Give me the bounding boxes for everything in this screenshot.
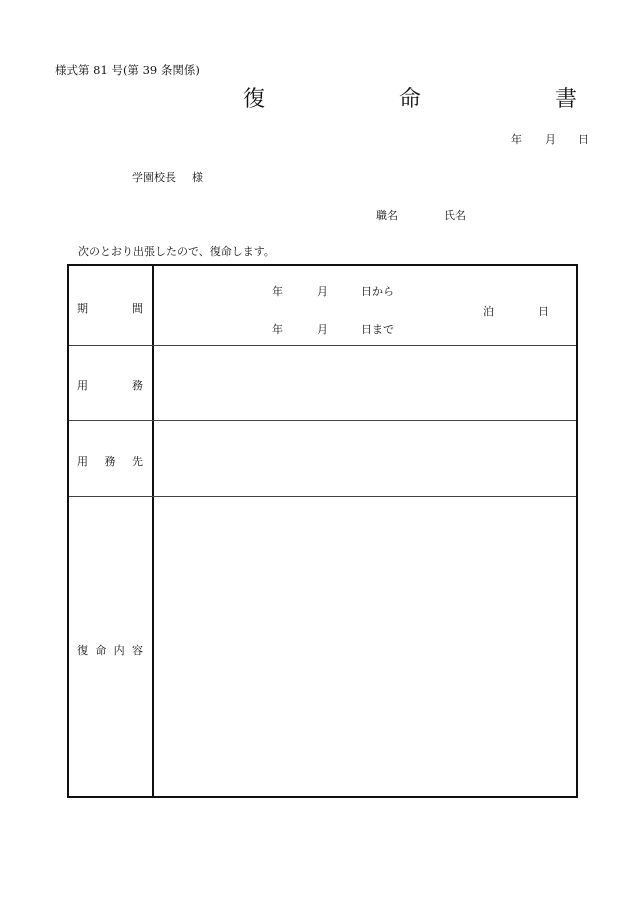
row-divider-3 [69,496,576,497]
report-label-char: 復 [77,644,88,657]
addressee [132,169,203,185]
period-label [77,300,143,316]
form-number: 様式第 81 号(第 39 条関係) [55,63,200,77]
business-label-char: 用 [77,379,88,392]
row-divider-2 [69,420,576,421]
rank-label: 職名 [376,209,398,222]
destination-label-char: 務 [104,455,116,468]
date-month-label: 月 [545,133,556,146]
period-to-day: 日まで [361,323,394,336]
period-from-day: 日から [361,285,394,298]
destination-label-char: 用 [77,455,88,468]
report-table [67,264,578,798]
addressee-honorific: 様 [192,171,203,184]
report-label-char: 容 [131,644,143,657]
report-label-char: 命 [95,644,107,657]
period-label-char: 期 [77,302,88,315]
row-divider-1 [69,345,576,346]
period-to-month: 月 [317,323,328,336]
document-title: 復 命 書 [243,87,608,112]
period-nights-label: 泊 [483,305,494,318]
addressee-name: 学園校長 [132,171,176,184]
period-from-month: 月 [317,285,328,298]
period-to-year: 年 [272,323,283,336]
period-days-label: 日 [538,305,549,318]
name-label: 氏名 [444,209,466,222]
report-label-char: 内 [113,644,125,657]
business-label [77,377,143,393]
date-day-label: 日 [578,133,589,146]
destination-label [77,453,143,469]
period-label-char: 間 [132,302,143,315]
period-from-year: 年 [272,285,283,298]
business-label-char: 務 [132,379,143,392]
date-year-label: 年 [511,133,522,146]
report-content-label [77,642,143,658]
destination-label-char: 先 [132,455,143,468]
intro-text: 次のとおり出張したので、復命します。 [78,245,275,258]
